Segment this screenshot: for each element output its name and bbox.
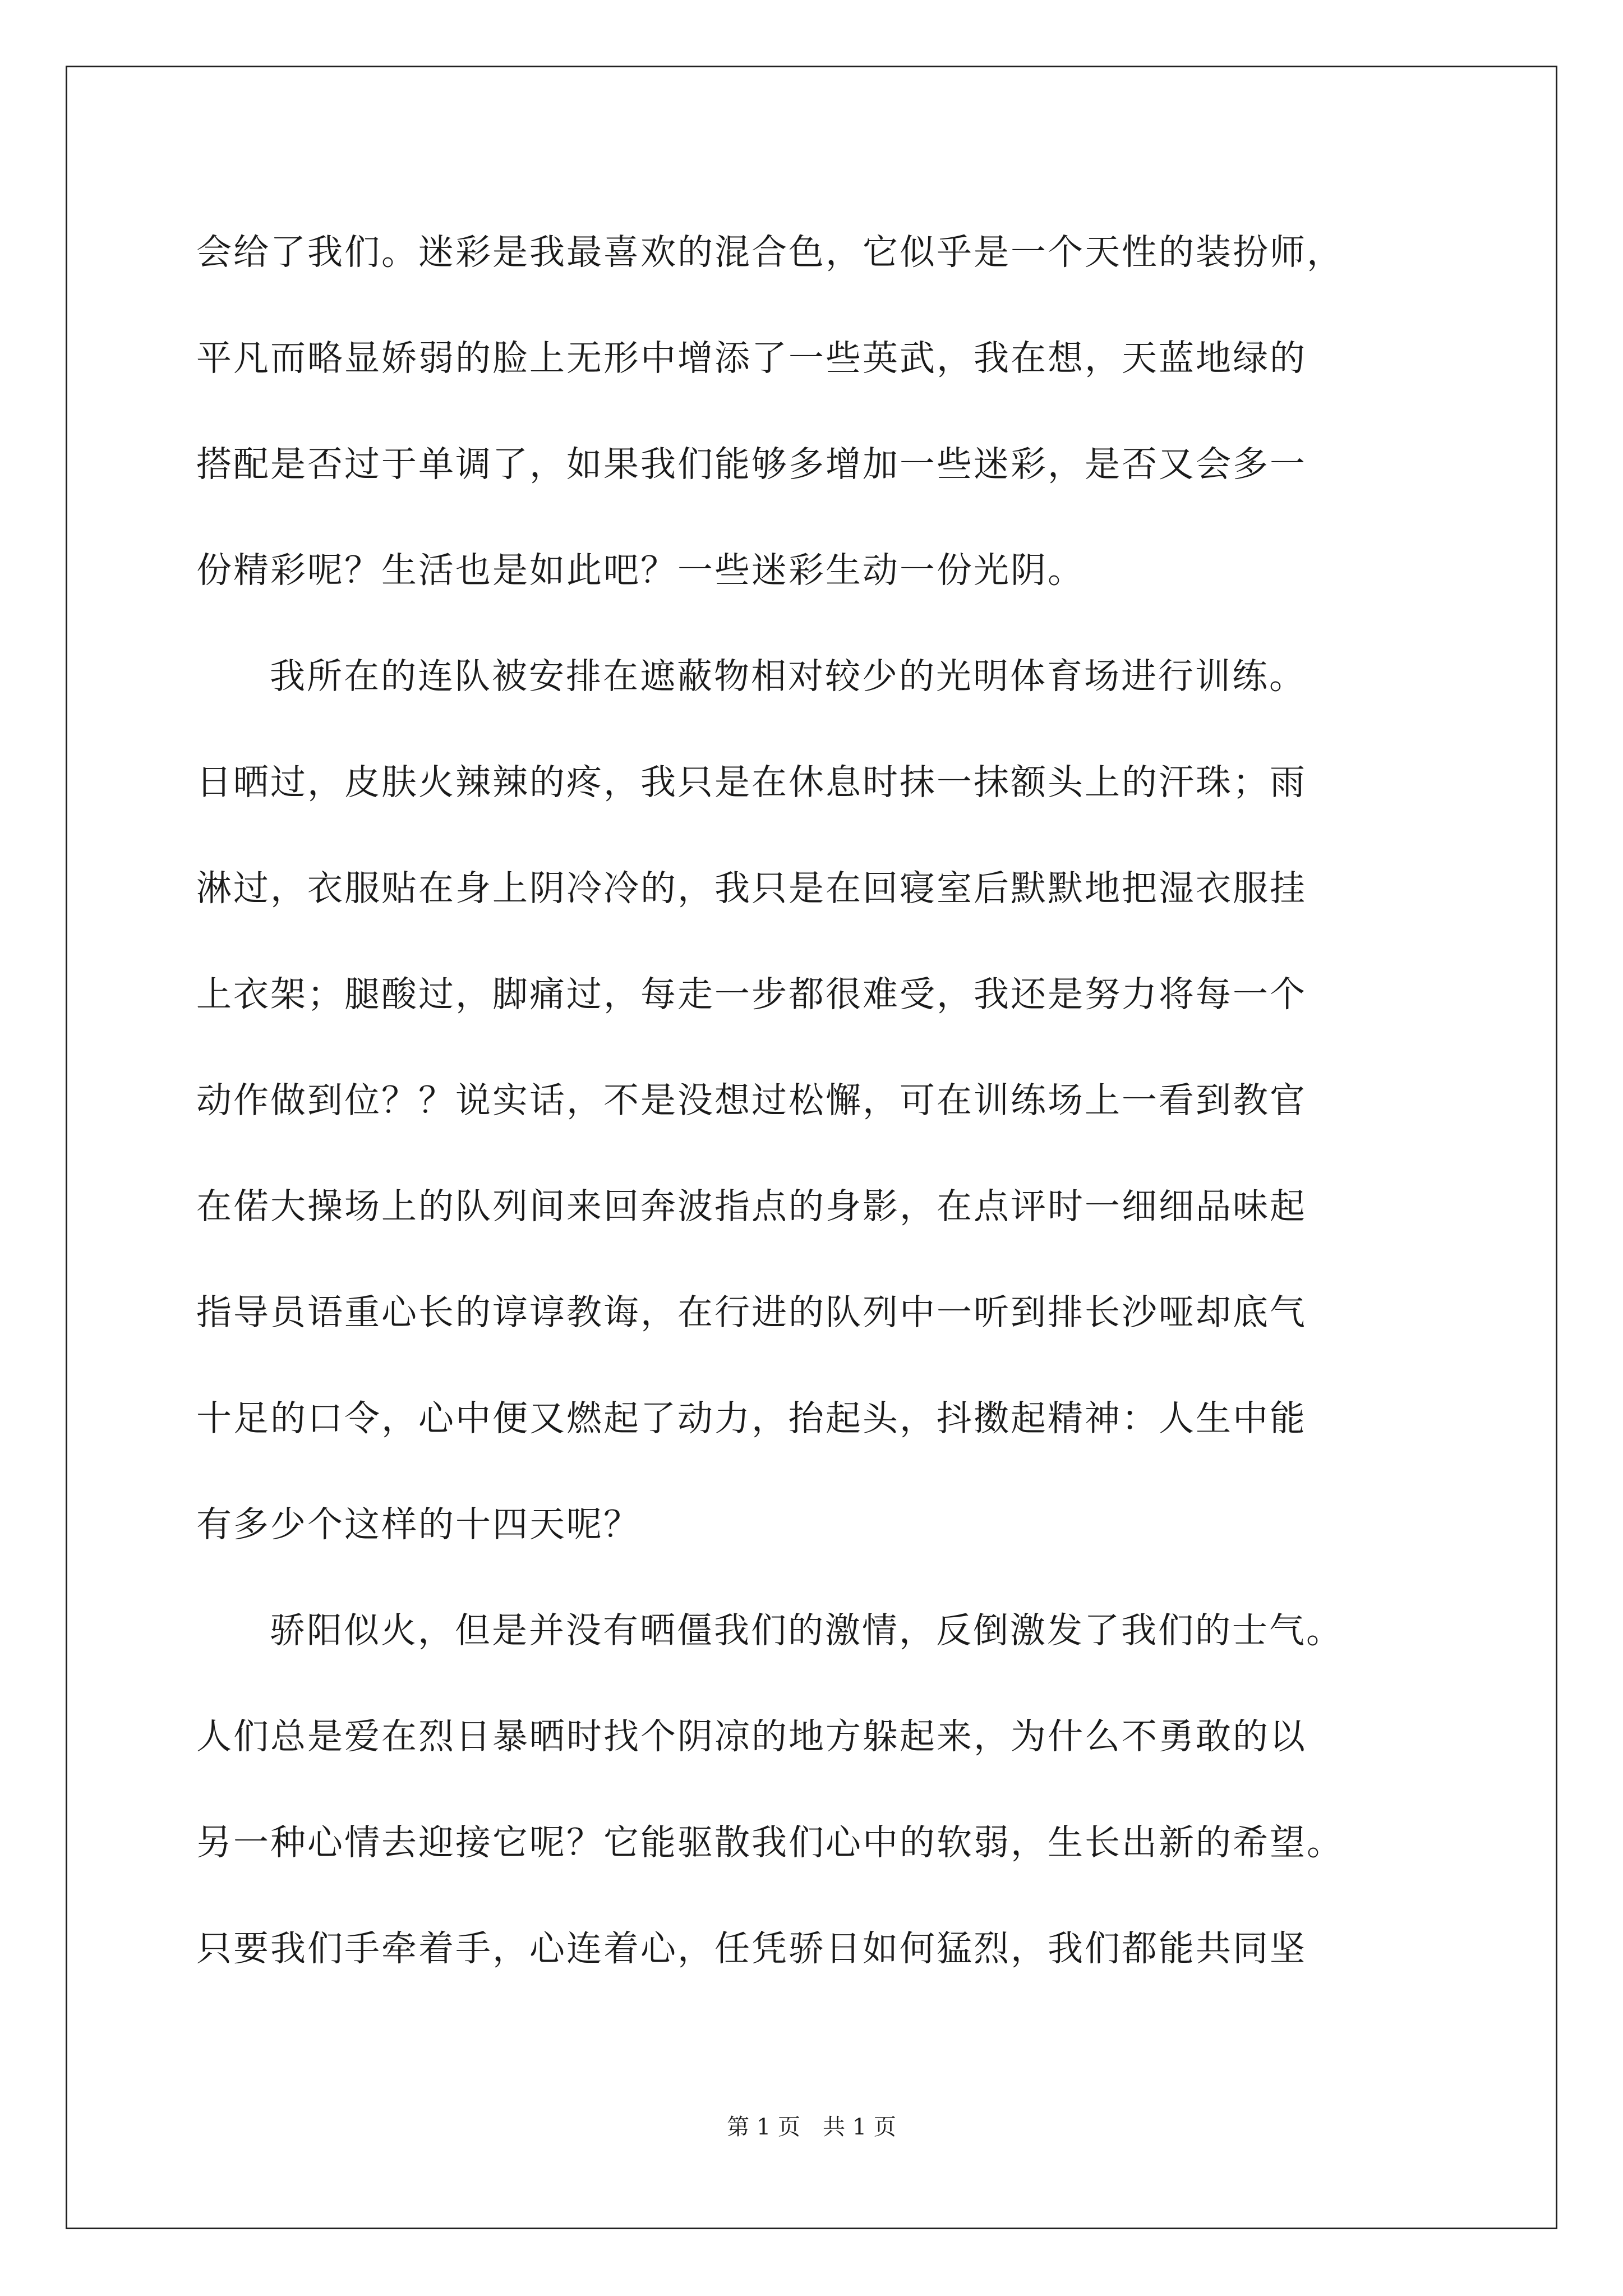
text-line: 淋过，衣服贴在身上阴冷冷的，我只是在回寝室后默默地把湿衣服挂 [196, 868, 1307, 909]
text-line: 会给了我们。迷彩是我最喜欢的混合色，它似乎是一个天性的装扮师， [196, 232, 1344, 273]
text-line: 动作做到位？？说实话，不是没想过松懈，可在训练场上一看到教官 [196, 1080, 1307, 1121]
text-line: 十足的口令，心中便又燃起了动力，抬起头，抖擞起精神：人生中能 [196, 1398, 1307, 1439]
text-line: 有多少个这样的十四天呢？ [196, 1504, 640, 1545]
page-footer: 第 1 页 共 1 页 [727, 2114, 896, 2140]
text-line: 上衣架；腿酸过，脚痛过，每走一步都很难受，我还是努力将每一个 [196, 974, 1307, 1015]
text-line: 份精彩呢？生活也是如此吧？一些迷彩生动一份光阴。 [196, 550, 1085, 591]
text-line: 平凡而略显娇弱的脸上无形中增添了一些英武，我在想，天蓝地绿的 [196, 338, 1307, 379]
paragraph-first-line: 我所在的连队被安排在遮蔽物相对较少的光明体育场进行训练。 [270, 656, 1306, 697]
text-line: 人们总是爱在烈日暴晒时找个阴凉的地方躲起来，为什么不勇敢的以 [196, 1716, 1307, 1757]
text-line: 只要我们手牵着手，心连着心，任凭骄日如何猛烈，我们都能共同坚 [196, 1928, 1307, 1969]
paragraph-first-line: 骄阳似火，但是并没有晒僵我们的激情，反倒激发了我们的士气。 [270, 1610, 1343, 1651]
text-line: 指导员语重心长的谆谆教诲，在行进的队列中一听到排长沙哑却底气 [196, 1292, 1307, 1333]
document-body [196, 199, 1436, 2001]
text-line: 另一种心情去迎接它呢？它能驱散我们心中的软弱，生长出新的希望。 [196, 1822, 1344, 1863]
text-line: 在偌大操场上的队列间来回奔波指点的身影，在点评时一细细品味起 [196, 1186, 1307, 1227]
text-line: 日晒过，皮肤火辣辣的疼，我只是在休息时抹一抹额头上的汗珠；雨 [196, 762, 1307, 803]
text-line: 搭配是否过于单调了，如果我们能够多增加一些迷彩，是否又会多一 [196, 444, 1307, 485]
